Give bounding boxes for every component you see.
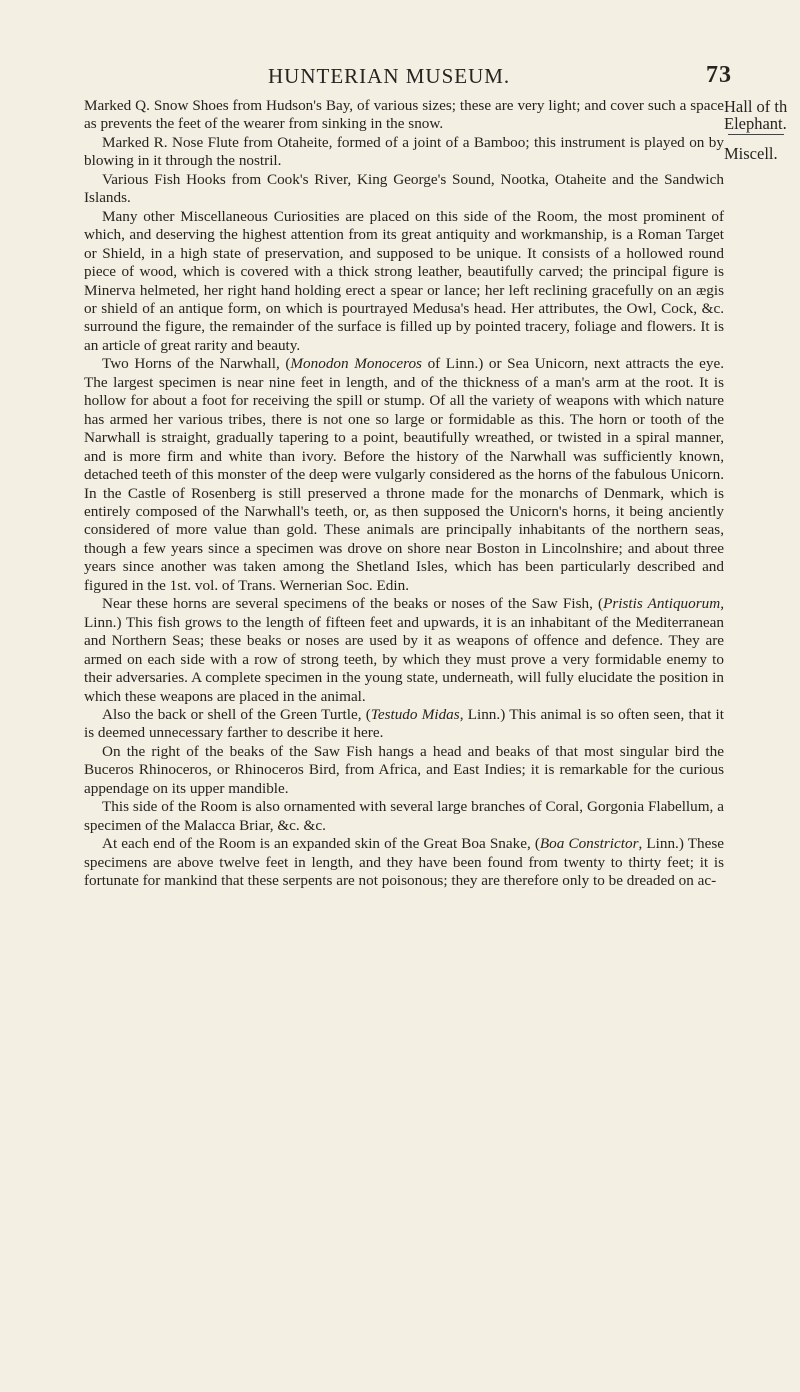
- paragraph: Near these horns are several specimens of the beaks or noses of the Saw Fish, (Pristis Antiquorum, Linn.) This fish grows to the length of fifteen feet and upwards, it is an inhabitant of the Mediterranean and Northern Seas; these beaks or noses are used by it as weapons of offence and defence. They are armed on each side with a row of strong teeth, by which they must prove a very formidable enemy to their adversaries. A complete specimen in the young state, underneath, will fully elucidate the position in which these weapons are placed in the animal.: [84, 595, 724, 705]
- paragraph: Also the back or shell of the Green Turtle, (Testudo Midas, Linn.) This animal is so often seen, that it is deemed unnecessary farther to describe it here.: [84, 705, 724, 742]
- page-number: 73: [706, 62, 732, 88]
- paragraph: Marked R. Nose Flute from Otaheite, formed of a joint of a Bamboo; this instrument is played on by blowing in it through the nostril.: [84, 133, 724, 170]
- paragraph: Many other Miscellaneous Curiosities are placed on this side of the Room, the most prominent of which, and deserving the highest attention from its great antiquity and workmanship, is a Roman Target or Shield, in a high state of preservation, and supposed to be unique. It consists of a hollowed round piece of wood, which is covered with a thick strong leather, beautifully carved; the principal figure is Minerva helmeted, her right hand holding erect a spear or lance; her left reclining gracefully on an ægis or shield of an antique form, on which is pourtrayed Medusa's head. Her attributes, the Owl, Cock, &c. surround the figure, the remainder of the surface is filled up by pointed tracery, foliage and flowers. It is an article of great rarity and beauty.: [84, 207, 724, 354]
- paragraph: This side of the Room is also ornamented with several large branches of Coral, Gorgonia Flabellum, a specimen of the Malacca Briar, &c. &c.: [84, 798, 724, 834]
- paragraph: On the right of the beaks of the Saw Fish hangs a head and beaks of that most singular bird the Buceros Rhinoceros, or Rhinoceros Bird, from Africa, and East Indies; it is remarkable for the curious appendage on its upper mandible.: [84, 742, 724, 797]
- paragraph: At each end of the Room is an expanded skin of the Great Boa Snake, (Boa Constrictor, Linn.) These specimens are above twelve feet in length, and they have been found from twenty to thirty feet; it is fortunate for mankind that these serpents are not poisonous; they are therefore only to be dreaded on ac-: [84, 835, 724, 890]
- paragraph: Two Horns of the Narwhall, (Monodon Monoceros of Linn.) or Sea Unicorn, next attracts the eye. The largest specimen is near nine feet in length, and of the thickness of a man's arm at the root. It is hollow for about a foot for receiving the spill or stump. Of all the variety of weapons with which nature has armed her various tribes, there is not one so large or formidable as this. The horn or tooth of the Narwhall is straight, gradually tapering to a point, beautifully wreathed, or twisted in a spiral manner, and is more firm and white than ivory. Before the history of the Narwhall was sufficiently known, detached teeth of this monster of the deep were vulgarly considered as the horns of the fabulous Unicorn. In the Castle of Rosenberg is still preserved a throne made for the monarchs of Denmark, which is entirely composed of the Narwhall's teeth, or, as then supposed the Unicorn's horns, it being anciently considered of more value than gold. These animals are principally inhabitants of the northern seas, though a few years since a specimen was drove on shore near Boston in Lincolnshire; and about three years since another was taken among the Shetland Isles, which has been particularly described and figured in the 1st. vol. of Trans. Wernerian Soc. Edin.: [84, 355, 725, 594]
- margin-divider: [728, 134, 784, 135]
- paragraph: Various Fish Hooks from Cook's River, King George's Sound, Nootka, Otaheite and the Sandwich Islands.: [84, 170, 724, 207]
- paragraph: Marked Q. Snow Shoes from Hudson's Bay, of various sizes; these are very light; and cover such a space as prevents the feet of the wearer from sinking in the snow.: [84, 97, 724, 133]
- body-text: [84, 97, 724, 890]
- margin-note-miscell: Miscell.: [724, 144, 778, 163]
- margin-note-elephant-hall: Hall of th Elephant.: [724, 97, 788, 133]
- running-title: HUNTERIAN MUSEUM.: [268, 64, 511, 88]
